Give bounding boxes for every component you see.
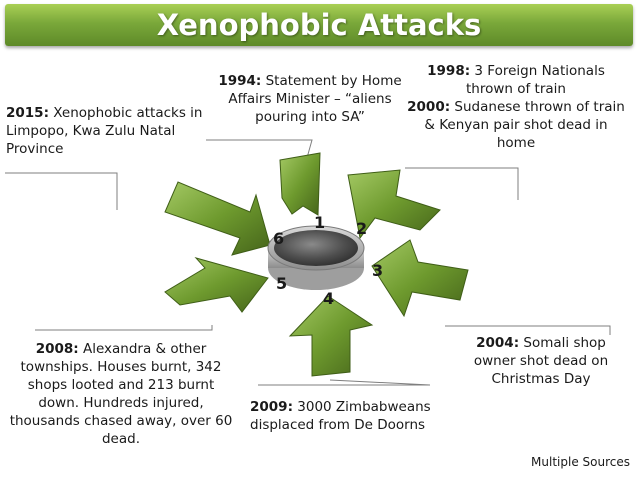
step-number-4: 4 [323,289,335,308]
arrow-6-2015 [165,182,270,255]
event-text: 3 Foreign Nationals thrown of train [466,63,605,97]
event-text: Somali shop owner shot dead on Christmas Day [473,335,609,387]
arrow-5-2008 [165,258,268,312]
step-number-3: 3 [372,261,384,280]
arrow-4-2009 [290,296,372,376]
source-note: Multiple Sources [531,455,630,469]
event-year: 2000: [407,99,451,115]
event-year: 1998: [427,63,471,79]
connector-2009 [258,380,430,385]
event-text: Sudanese thrown of train & Kenyan pair shot dead in home [424,99,625,151]
step-number-5: 5 [276,274,288,293]
step-number-6: 6 [273,229,285,248]
event-1998-2000 [406,62,626,152]
event-year: 2008: [35,341,79,357]
event-2004 [454,334,628,388]
event-year: 1994: [218,73,262,89]
step-number-2: 2 [356,219,368,238]
event-text: 3000 Zimbabweans displaced from De Doorns [250,399,431,433]
connector-2008 [35,325,212,330]
event-year: 2015: [6,105,49,121]
connector-2015 [5,173,117,210]
arrow-1-1994 [280,153,320,215]
page-title: Xenophobic Attacks [156,8,482,42]
connector-1998-2000 [405,168,518,200]
event-2015 [6,104,216,158]
arrow-3-2004 [372,240,468,316]
event-year: 2009: [250,399,293,415]
event-2009 [250,398,445,434]
event-text: Xenophobic attacks in Limpopo, Kwa Zulu Natal Province [6,105,203,157]
step-number-1: 1 [314,213,326,232]
event-text: Statement by Home Affairs Minister – “aliens pouring into SA” [228,73,402,125]
event-1994 [212,72,408,126]
event-text: Alexandra & other townships. Houses burnt, 342 shops looted and 213 burnt down. Hundreds injured, thousands chased away, over 60 dead. [9,341,233,447]
event-year: 2004: [476,335,520,351]
event-2008 [6,340,236,448]
